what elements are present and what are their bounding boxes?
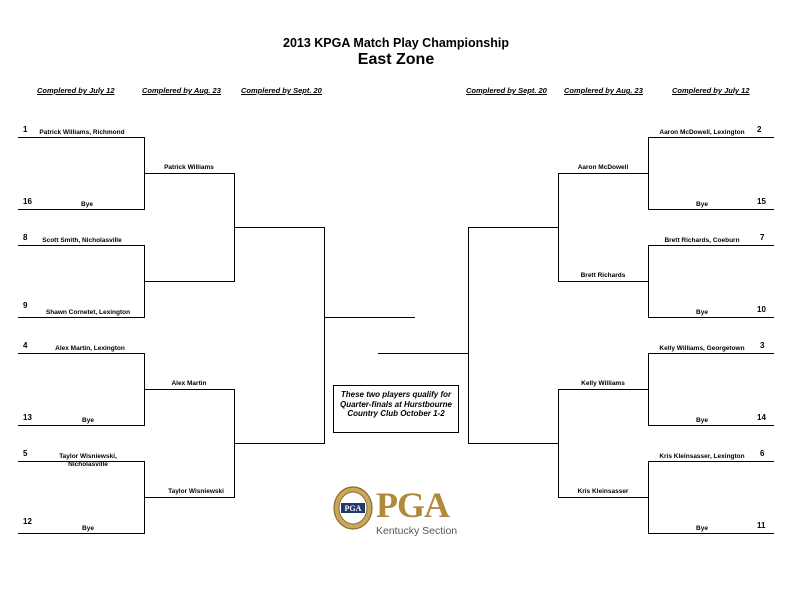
player-name: Taylor Wisniewski, Nicholasville <box>59 453 117 468</box>
player-name: Aaron McDowell, Lexington <box>659 129 745 136</box>
round-header-right-2: Complered by Aug. 23 <box>564 86 643 95</box>
round-header-right-1: Complered by July 12 <box>672 86 750 95</box>
player-name: Brett Richards, Coeburn <box>664 237 740 244</box>
player-name: Bye <box>696 525 708 532</box>
svg-text:PGA: PGA <box>344 504 362 513</box>
player-name: Shawn Cornetet, Lexington <box>45 309 131 316</box>
seed-number: 14 <box>757 413 766 422</box>
seed-number: 16 <box>23 197 32 206</box>
seed-number: 11 <box>757 521 766 530</box>
seed-number: 5 <box>23 449 28 458</box>
player-name: Bye <box>696 417 708 424</box>
seed-number: 15 <box>757 197 766 206</box>
seed-number: 4 <box>23 341 28 350</box>
player-name: Alex Martin, Lexington <box>55 345 125 352</box>
player-name: Bye <box>82 417 94 424</box>
qualify-note: These two players qualify for Quarter-finals at Hurstbourne Country Club October 1-2 <box>333 385 459 433</box>
round2-player: Aaron McDowell <box>577 164 629 171</box>
round2-player: Brett Richards <box>580 272 626 279</box>
player-name: Bye <box>696 309 708 316</box>
seed-number: 2 <box>757 125 762 134</box>
seed-number: 10 <box>757 305 766 314</box>
pga-seal-logo <box>333 486 373 530</box>
seed-number: 9 <box>23 301 28 310</box>
kentucky-section-text: Kentucky Section <box>376 525 458 537</box>
player-name: Bye <box>82 525 94 532</box>
player-name: Bye <box>696 201 708 208</box>
round2-player: Taylor Wisniewski <box>168 488 224 495</box>
seed-number: 1 <box>23 125 28 134</box>
seed-number: 7 <box>760 233 765 242</box>
round2-player: Kris Kleinsasser <box>577 488 629 495</box>
seed-number: 12 <box>23 517 32 526</box>
pga-logo-text: PGA <box>376 485 449 525</box>
round-header-left-3: Complered by Sept. 20 <box>241 86 322 95</box>
seed-number: 6 <box>760 449 765 458</box>
player-name: Kelly Williams, Georgetown <box>659 345 745 352</box>
seed-number: 13 <box>23 413 32 422</box>
round2-player: Kelly Williams <box>581 380 625 387</box>
page-title: 2013 KPGA Match Play Championship <box>283 36 509 50</box>
zone-title: East Zone <box>357 51 435 68</box>
round-header-left-2: Complered by Aug. 23 <box>142 86 221 95</box>
player-name: Scott Smith, Nicholasville <box>42 237 122 244</box>
seed-number: 3 <box>760 341 765 350</box>
round-header-left-1: Complered by July 12 <box>37 86 115 95</box>
round-header-right-3: Complered by Sept. 20 <box>466 86 547 95</box>
seed-number: 8 <box>23 233 28 242</box>
player-name: Kris Kleinsasser, Lexington <box>659 453 745 460</box>
player-name: Patrick Williams, Richmond <box>39 129 125 136</box>
round2-player: Alex Martin <box>171 380 207 387</box>
round2-player: Patrick Williams <box>164 164 214 171</box>
player-name: Bye <box>81 201 93 208</box>
